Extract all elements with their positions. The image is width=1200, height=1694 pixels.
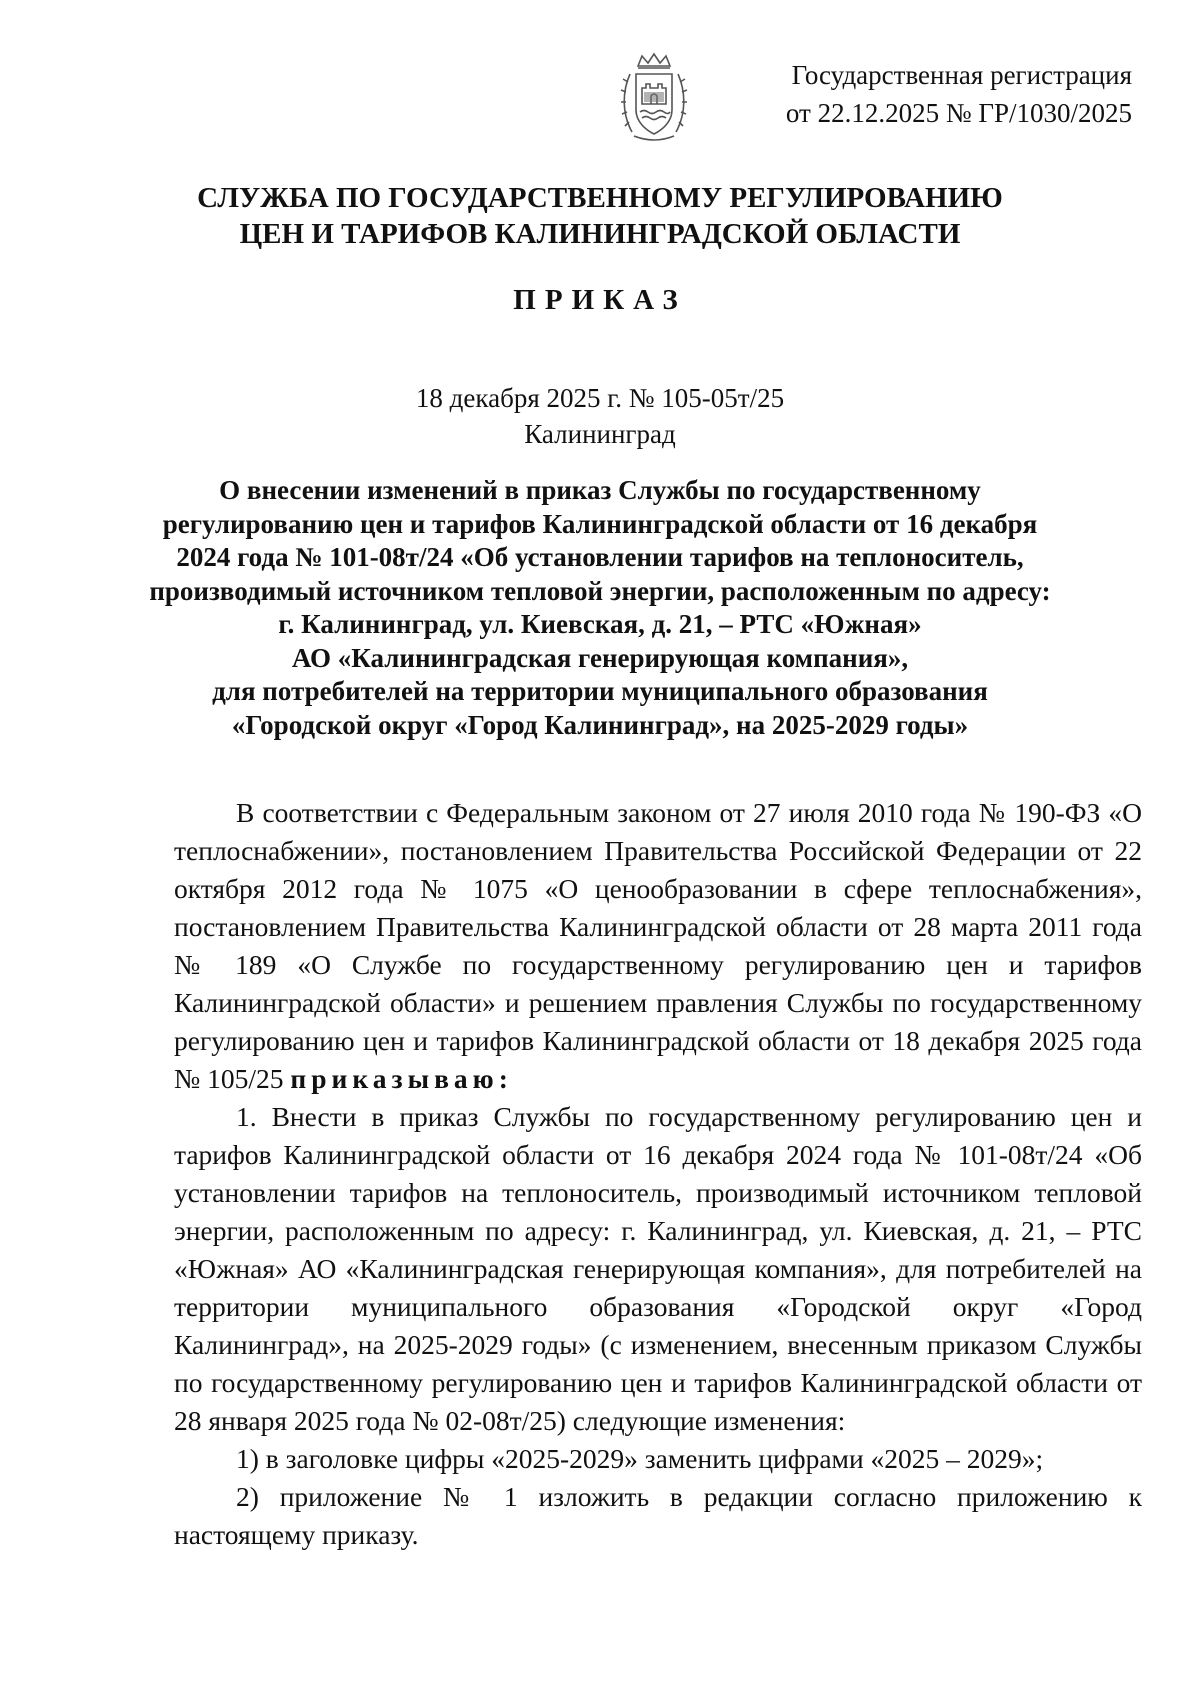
organization-line-1: СЛУЖБА ПО ГОСУДАРСТВЕННОМУ РЕГУЛИРОВАНИЮ (197, 182, 1003, 214)
title-line: О внесении изменений в приказ Службы по государственному (219, 475, 981, 505)
document-date-number: 18 декабря 2025 г. № 105-05т/25 (415, 383, 785, 413)
organization-title (120, 180, 1080, 252)
organization-line-2: ЦЕН И ТАРИФОВ КАЛИНИНГРАДСКОЙ ОБЛАСТИ (239, 218, 961, 250)
document-place: Калининград (524, 419, 676, 449)
item-1-paragraph: 1. Внести в приказ Службы по государственному регулированию цен и тарифов Калининградской области от 16 декабря 2024 года № 101-08т/24 «Об установлении тарифов на теплоноситель, производимый источником тепловой энергии, расположенным по адресу: г. Калининград, ул. Киевская, д. 21, – РТС «Южная» АО «Калининградская генерирующая компания», для потребителей на территории муниципального образования «Городской округ «Город Калининград», на 2025-2029 годы» (с изменением, внесенным приказом Службы по государственному регулированию цен и тарифов Калининградской области от 28 января 2025 года № 02-08т/25) следующие изменения: (174, 1101, 1142, 1436)
preamble-paragraph (174, 794, 1142, 1098)
title-line: производимый источником тепловой энергии, расположенным по адресу: (149, 575, 1051, 606)
document-type: ПРИКАЗ (513, 284, 687, 316)
registration-line-1: Государственная регистрация (791, 60, 1132, 90)
title-line: для потребителей на территории муниципального образования (212, 676, 988, 706)
item-1-1-paragraph: 1) в заголовке цифры «2025-2029» заменить цифрами «2025 – 2029»; (236, 1443, 1044, 1474)
title-line: 2024 года № 101-08т/24 «Об установлении тарифов на теплоноситель, (176, 542, 1024, 572)
order-word: приказываю: (290, 1063, 513, 1094)
registration-line-2: от 22.12.2025 № ГР/1030/2025 (785, 98, 1132, 128)
coat-of-arms-icon (618, 52, 690, 144)
registration-block (712, 56, 1132, 132)
document-title (120, 474, 1080, 742)
title-line: г. Калининград, ул. Киевская, д. 21, – РТС «Южная» (278, 609, 922, 639)
title-line: АО «Калининградская генерирующая компания», (291, 642, 909, 673)
preamble-text: В соответствии с Федеральным законом от 27 июля 2010 года № 190-ФЗ «О теплоснабжении», постановлением Правительства Российской Федерации от 22 октября 2012 года № 1075 «О ценообразовании в сфере теплоснабжения», постановлением Правительства Калининградской области от 28 марта 2011 года № 189 «О Службе по государственному регулированию цен и тарифов Калининградской области» и решением правления Службы по государственному регулированию цен и тарифов Калининградской области от 18 декабря 2025 года № 105/25 (174, 797, 1142, 1094)
title-line: регулированию цен и тарифов Калининградской области от 16 декабря (162, 508, 1038, 539)
item-1-2-paragraph: 2) приложение № 1 изложить в редакции согласно приложению к настоящему приказу. (174, 1481, 1142, 1550)
document-body (174, 794, 1142, 1554)
document-date-block (120, 380, 1080, 452)
title-line: «Городской округ «Город Калининград», на 2025-2029 годы» (231, 709, 969, 740)
